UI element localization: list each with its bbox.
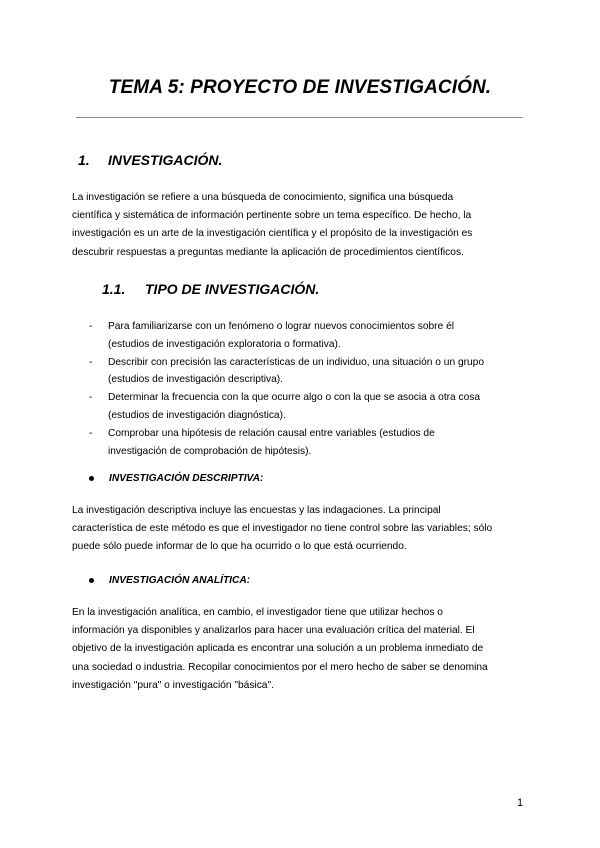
list-item-line: (estudios de investigación descriptiva). [108,374,283,386]
paragraph-line: investigación "pura" o investigación "básica". [72,679,274,691]
title-divider [76,117,523,118]
analitica-paragraph [72,604,525,695]
section-1-paragraph [72,189,525,262]
paragraph-line: investigación es un arte de la investigación científica y el propósito de la investigación es [72,228,473,240]
list-item [89,425,529,461]
document-title: TEMA 5: PROYECTO DE INVESTIGACIÓN. [108,77,492,98]
research-type-list [89,318,529,460]
paragraph-line: La investigación descriptiva incluye las encuestas y las indagaciones. La principal [72,505,441,516]
paragraph-line: descubrir respuestas a preguntas mediante la aplicación de procedimientos científicos. [72,246,464,258]
section-1-1-number: 1.1. [102,281,126,297]
paragraph-line: una sociedad o industria. Recopilar conocimientos por el mero hecho de saber se denomina [72,661,488,673]
list-item-line: Para familiarizarse con un fenómeno o lograr nuevos conocimientos sobre él [108,321,454,332]
page-number: 1 [517,797,524,809]
section-1-1-title: TIPO DE INVESTIGACIÓN. [145,281,320,297]
paragraph-line: información ya disponibles y analizarlos para hacer una evaluación crítica del material. El [72,625,475,637]
list-item-line: Determinar la frecuencia con la que ocurre algo o con la que se asocia a otra cosa [108,392,481,404]
list-item [89,389,529,425]
paragraph-line: característica de este método es que el investigador no tiene control sobre las variables; sólo [72,523,493,535]
section-1-number: 1. [78,152,90,168]
list-item-line: (estudios de investigación exploratoria o formativa). [108,338,341,350]
dash-marker: - [89,427,93,439]
paragraph-line: La investigación se refiere a una búsqueda de conocimiento, significa una búsqueda [72,192,454,203]
bullet-icon [89,578,94,583]
paragraph-line: puede sólo puede informar de lo que ha ocurrido o lo que está ocurriendo. [72,541,407,553]
list-item-line: Comprobar una hipótesis de relación causal entre variables (estudios de [108,427,435,439]
dash-marker: - [89,321,93,332]
dash-marker: - [89,392,93,404]
paragraph-line: En la investigación analítica, en cambio, el investigador tiene que utilizar hechos o [72,607,443,618]
list-item-line: (estudios de investigación diagnóstica). [108,409,286,421]
list-item-line: investigación de comprobación de hipótesis). [108,445,312,457]
dash-marker: - [89,356,93,368]
section-1-title: INVESTIGACIÓN. [108,152,223,168]
paragraph-line: objetivo de la investigación aplicada es encontrar una solución a un problema inmediato de [72,643,484,655]
descriptiva-title: INVESTIGACIÓN DESCRIPTIVA: [109,473,264,484]
analitica-title: INVESTIGACIÓN ANALÍTICA: [109,575,251,586]
list-item-line: Describir con precisión las características de un individuo, una situación o un grupo [108,356,485,368]
list-item [89,318,529,354]
list-item [89,354,529,390]
bullet-icon [89,476,94,481]
paragraph-line: científica y sistemática de información pertinente sobre un tema específico. De hecho, la [72,210,472,222]
descriptiva-paragraph [72,502,525,557]
